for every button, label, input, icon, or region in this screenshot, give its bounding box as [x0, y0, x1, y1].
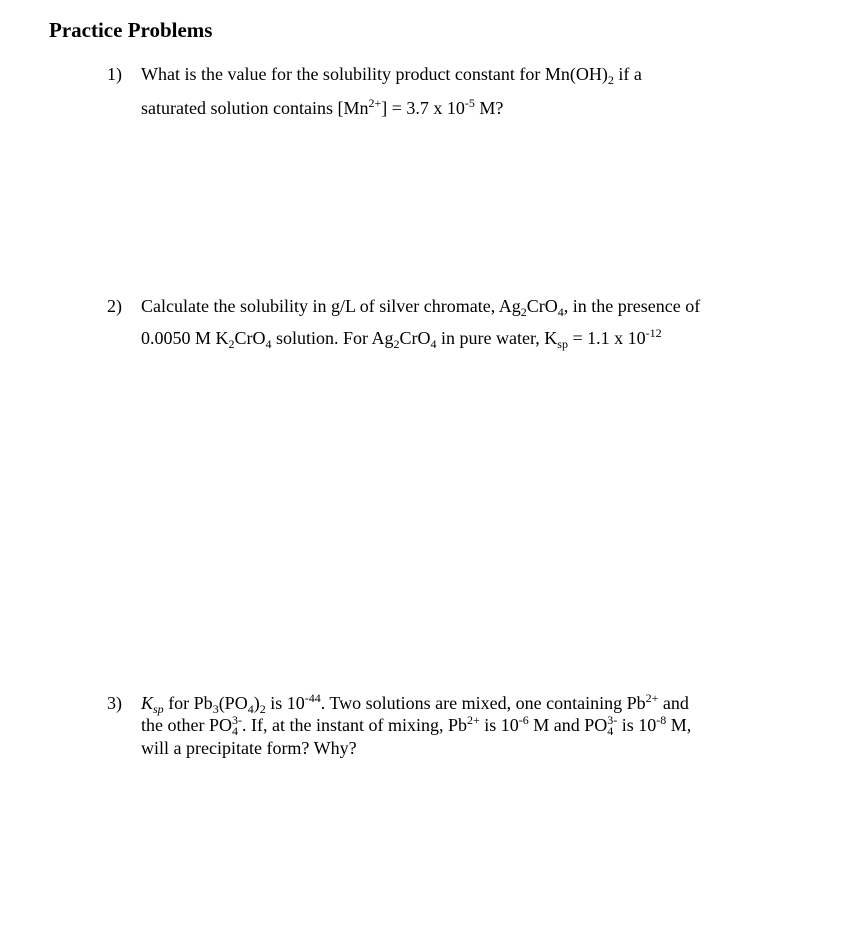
problem-3-line-2: the other $PO_4^{3-}$. If, at the instant of mixing, $Pb^{2+}$ is $10^{-6}$ M and $PO_4^{3-}$ is $10^{-8}$ M,: [141, 713, 692, 738]
problem-number: 3): [107, 693, 122, 713]
problem-1: [0, 64, 842, 128]
problem-3-line-3: will a precipitate form? Why?: [141, 738, 357, 758]
problem-2-line-2: 0.0050 M $K_2CrO_4$ solution. For $Ag_2CrO_4$ in pure water, $K_{sp} = 1.1$ x $10^{-12}$: [141, 326, 662, 351]
problem-number: 1): [107, 64, 122, 84]
problem-3: [0, 693, 842, 765]
problem-number: 2): [107, 296, 122, 316]
problem-2-line-1: Calculate the solubility in g/L of silver chromate, $Ag_2CrO_4$, in the presence of: [141, 296, 701, 319]
page-title: Practice Problems: [49, 18, 213, 42]
problem-2: [0, 296, 842, 360]
problem-1-line-1: What is the value for the solubility product constant for $Mn(OH)_2$ if a: [141, 64, 642, 87]
problem-1-line-2: saturated solution contains $[Mn^{2+}] = 3.7$ x $10^{-5}$ M?: [141, 96, 504, 118]
problem-3-line-1: $K_{sp}$ for $Pb_3(PO_4)_2$ is $10^{-44}$. Two solutions are mixed, one containing $Pb^{2+}$ and: [141, 691, 689, 716]
